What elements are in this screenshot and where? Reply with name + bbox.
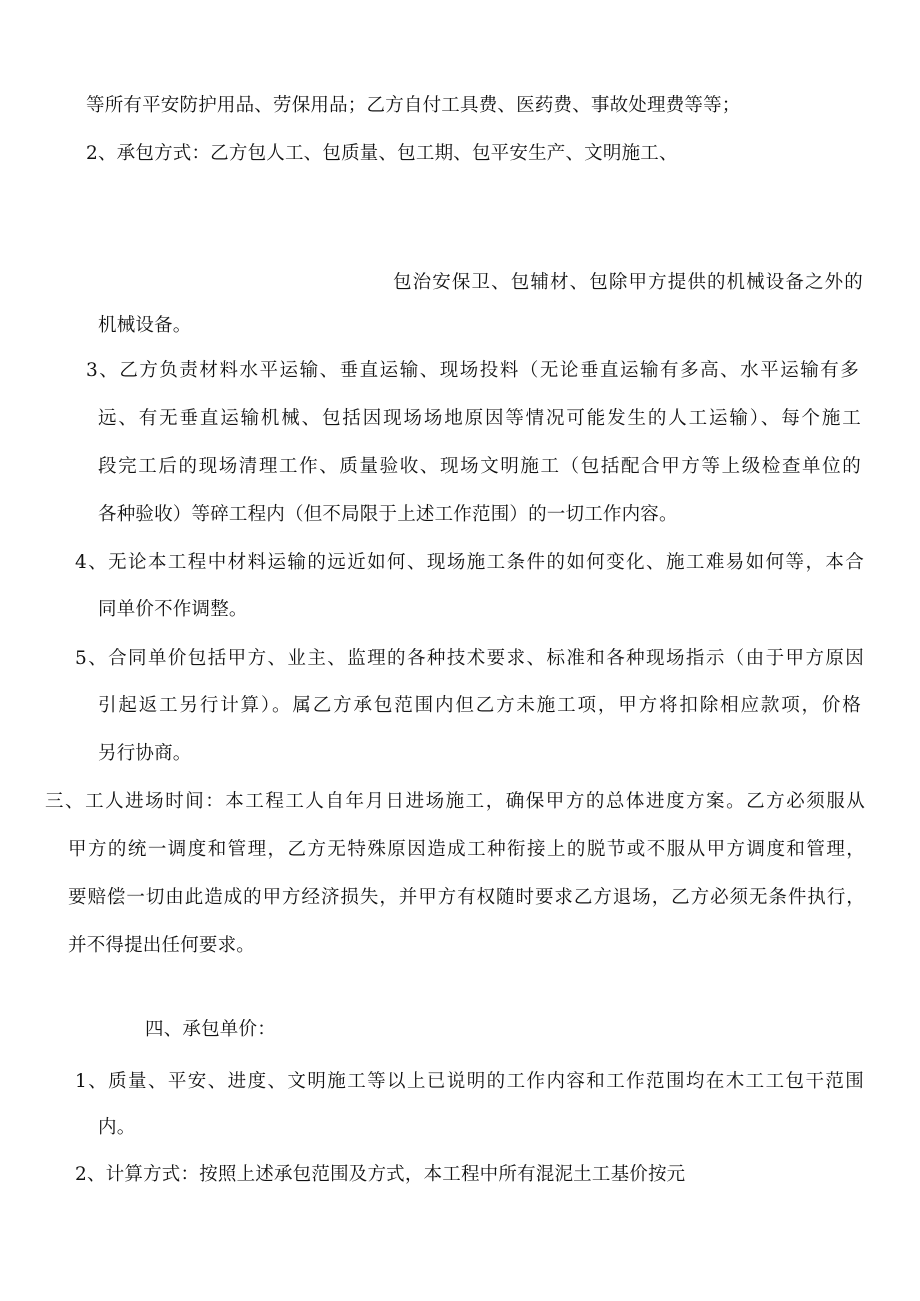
text-line-18: 1、质量、平安、进度、文明施工等以上已说明的工作内容和工作范围均在木工工包干范围 (75, 1071, 864, 1092)
text-line-16: 要赔偿一切由此造成的甲方经济损失，并甲方有权随时要求乙方退场，乙方必须无条件执行， (68, 887, 865, 908)
text-line-10: 同单价不作调整。 (98, 599, 248, 620)
text-line-7: 段完工后的现场清理工作、质量验收、现场文明施工（包括配合甲方等上级检查单位的 (98, 456, 861, 477)
text-line-2: 2、承包方式：乙方包人工、包质量、包工期、包平安生产、文明施工、 (86, 143, 678, 164)
text-line-11: 5、合同单价包括甲方、业主、监理的各种技术要求、标准和各种现场指示（由于甲方原因 (75, 648, 864, 669)
text-line-6: 远、有无垂直运输机械、包括因现场场地原因等情况可能发生的人工运输）、每个施工 (98, 408, 861, 429)
text-line-13: 另行协商。 (98, 743, 192, 764)
section-heading: 四、承包单价： (145, 1019, 276, 1040)
text-line-8: 各种验收）等碎工程内（但不局限于上述工作范围）的一切工作内容。 (98, 504, 678, 525)
text-line-5: 3、乙方负责材料水平运输、垂直运输、现场投料（无论垂直运输有多高、水平运输有多 (86, 360, 859, 381)
text-line-12: 引起返工另行计算）。属乙方承包范围内但乙方未施工项，甲方将扣除相应款项，价格 (98, 695, 861, 716)
text-line-14: 三、工人进场时间：本工程工人自年月日进场施工，确保甲方的总体进度方案。乙方必须服从 (45, 791, 865, 812)
text-line-4: 机械设备。 (98, 315, 192, 336)
text-line-20: 2、计算方式：按照上述承包范围及方式，本工程中所有混泥土工基价按元 (75, 1164, 686, 1185)
text-line-17: 并不得提出任何要求。 (68, 935, 256, 956)
text-line-19: 内。 (98, 1117, 136, 1138)
text-line-1: 等所有平安防护用品、劳保用品；乙方自付工具费、医药费、事故处理费等等； (86, 95, 741, 116)
text-line-3: 包治安保卫、包辅材、包除甲方提供的机械设备之外的 (393, 272, 863, 293)
text-line-15: 甲方的统一调度和管理，乙方无特殊原因造成工种衔接上的脱节或不服从甲方调度和管理， (68, 839, 865, 860)
text-line-9: 4、无论本工程中材料运输的远近如何、现场施工条件的如何变化、施工难易如何等，本合 (75, 552, 864, 573)
